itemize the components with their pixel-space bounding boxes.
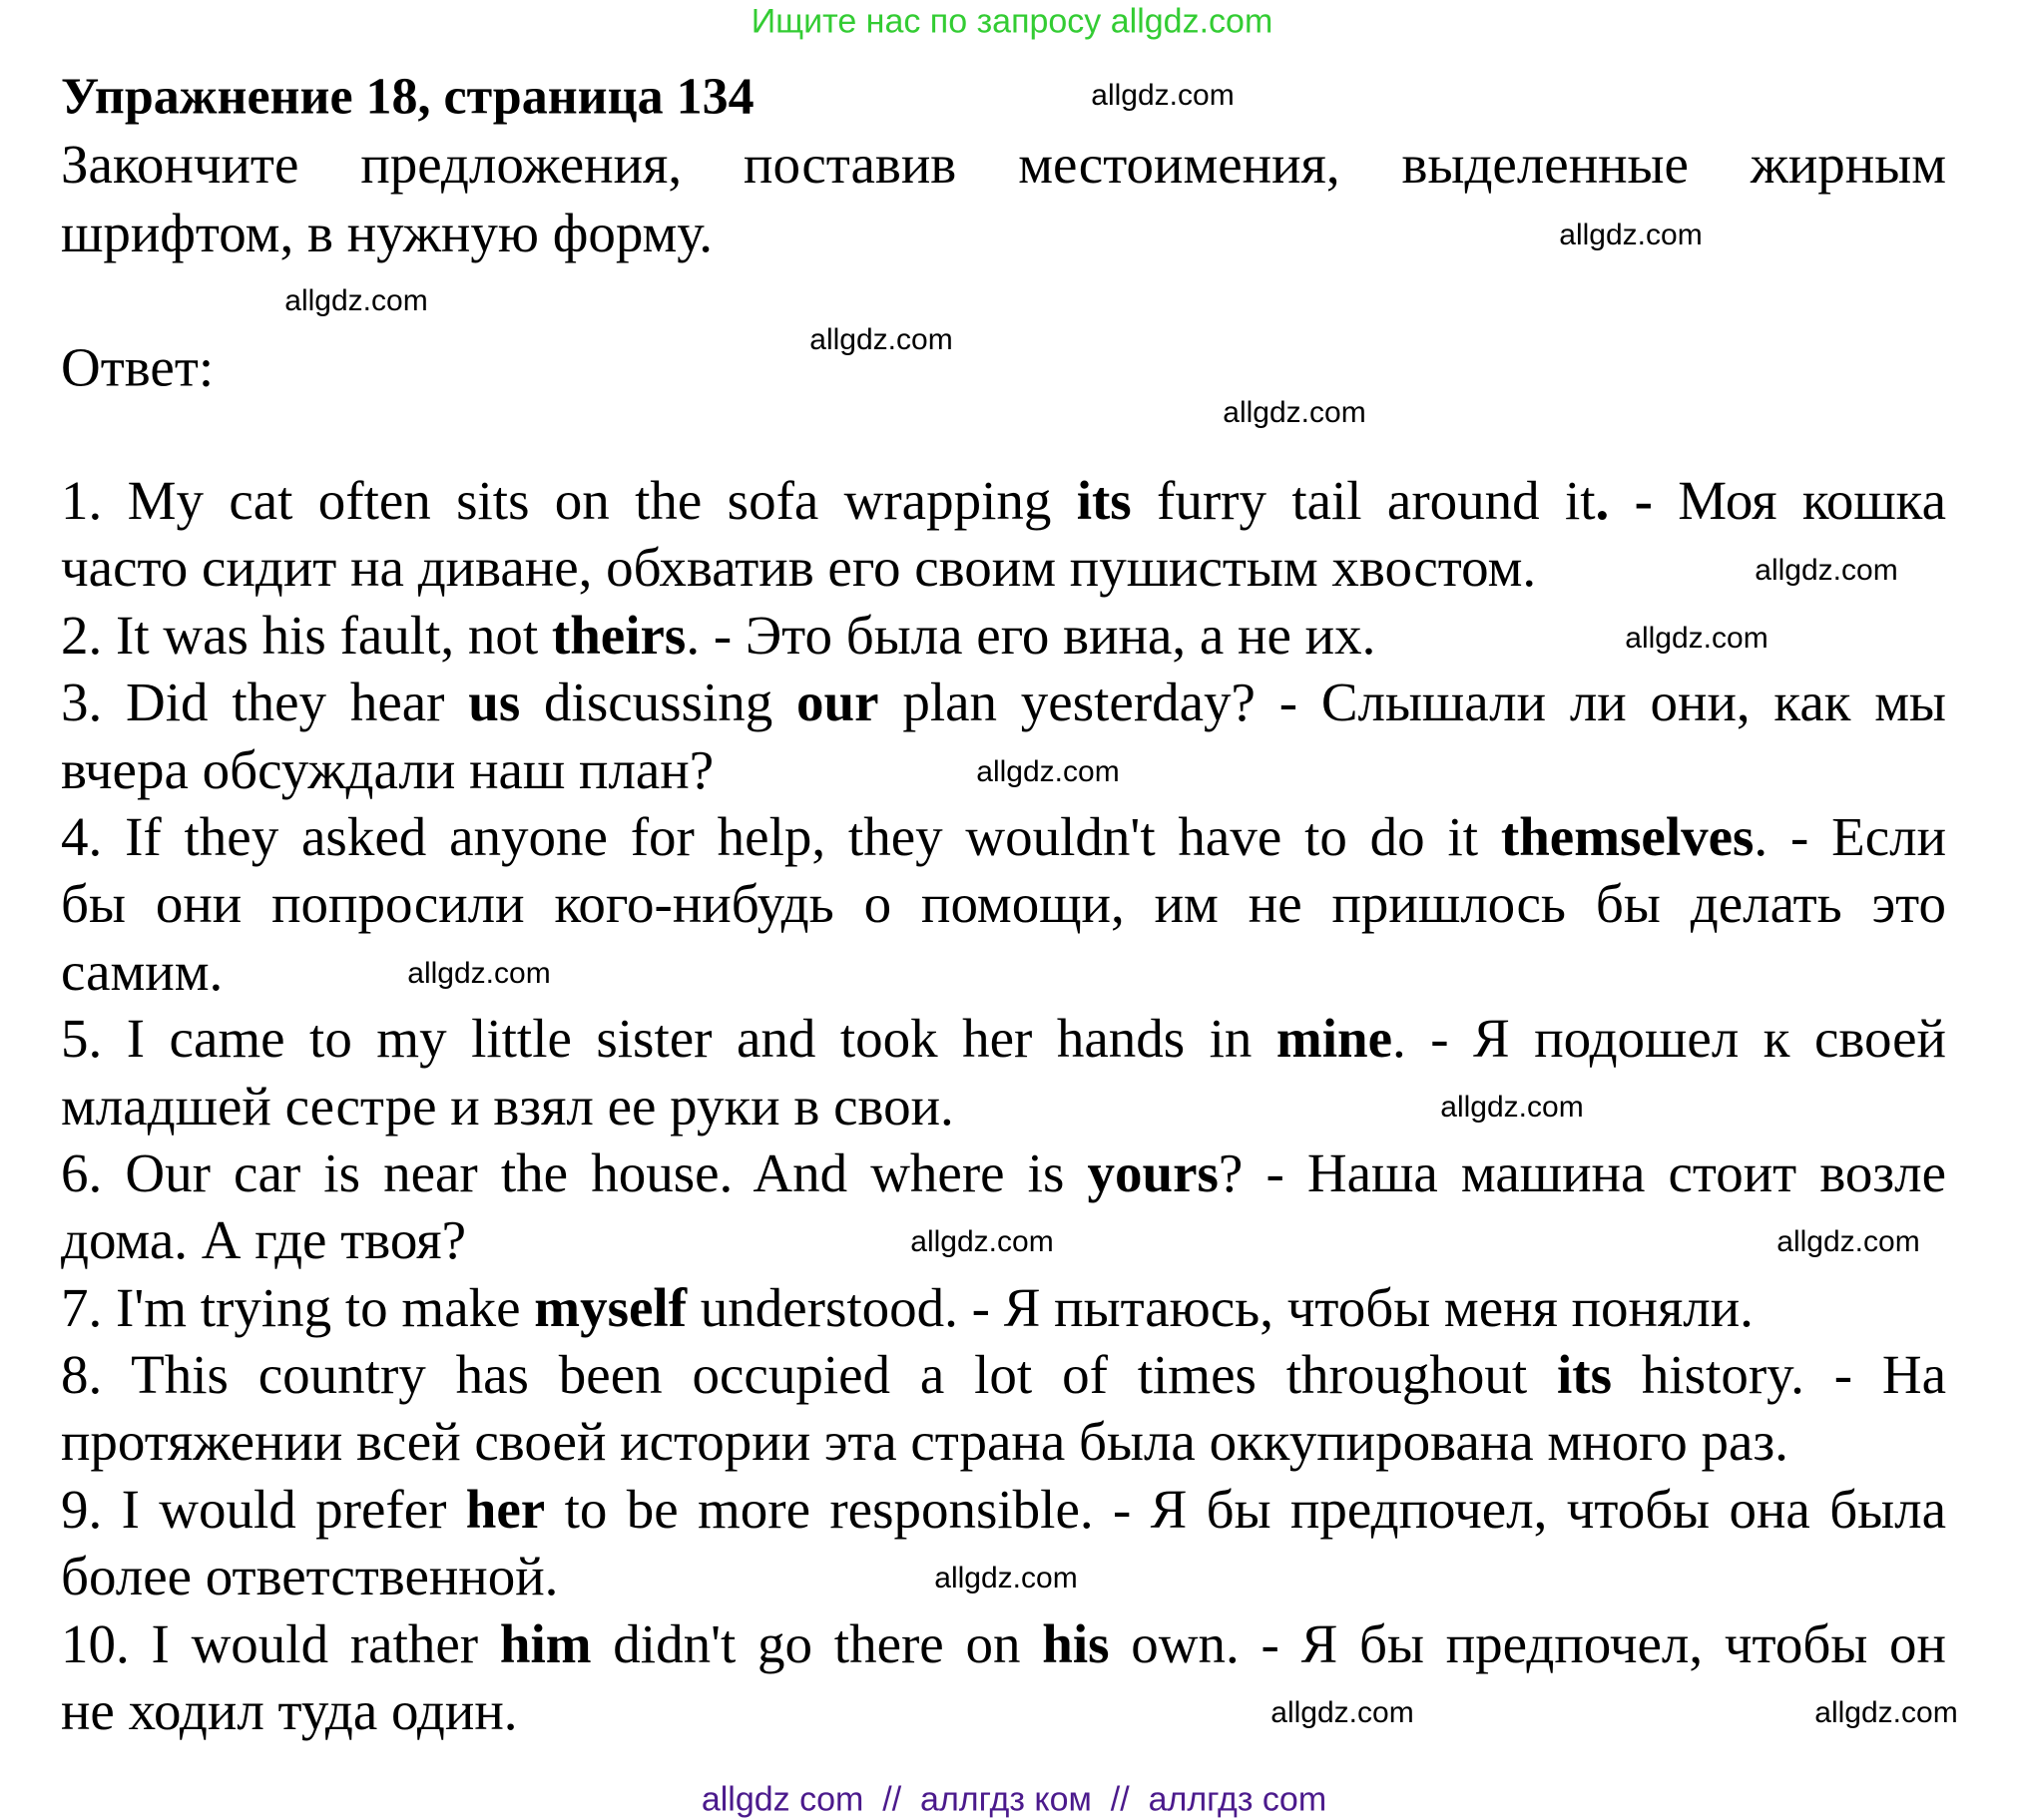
watermark: allgdz.com: [976, 755, 1120, 788]
watermark: allgdz.com: [1814, 1696, 1958, 1729]
answer-10-line: [61, 1677, 1946, 1744]
watermark: allgdz.com: [407, 957, 551, 990]
answer-text: 2. It was his fault, not: [61, 604, 552, 666]
bold-pronoun: its: [1076, 470, 1132, 531]
answer-text: 1. My cat often sits on the sofa wrapping: [61, 470, 1077, 531]
answer-text: часто сидит на диване, обхватив его своим пушистым хвостом.: [61, 537, 1537, 599]
answer-text: не ходил туда один.: [61, 1680, 518, 1742]
answer-text: дома. А где твоя?: [61, 1209, 467, 1271]
page-title: Упражнение 18, страница 134: [61, 68, 755, 126]
watermark: allgdz.com: [1559, 219, 1703, 251]
answer-text: discussing: [520, 672, 797, 733]
answer-1-line: [61, 534, 1946, 601]
answer-text: 8. This country has been occupied a lot of times throughout: [61, 1344, 1558, 1406]
bold-pronoun: him: [499, 1612, 592, 1674]
answer-text: 10. I would rather: [61, 1612, 500, 1674]
watermark: allgdz.com: [1270, 1696, 1414, 1729]
answer-text: . - Я подошел к своей: [1392, 1008, 1946, 1070]
answer-text: более ответственной.: [61, 1546, 559, 1607]
answer-6-line: [61, 1139, 1946, 1206]
watermark: allgdz.com: [1223, 396, 1366, 429]
bold-pronoun: his: [1042, 1612, 1110, 1674]
answer-text: ? - Наша машина стоит возле: [1218, 1141, 1946, 1203]
bold-pronoun: myself: [534, 1276, 688, 1338]
answer-4-line: [61, 938, 1946, 1005]
answer-text: 4. If they asked anyone for help, they wouldn't have to do it: [61, 805, 1501, 867]
watermark: allgdz.com: [934, 1562, 1078, 1594]
answer-5-line: [61, 1073, 1946, 1139]
bold-pronoun: theirs: [551, 604, 687, 666]
instruction-line: шрифтом, в нужную форму.: [61, 202, 714, 263]
search-banner: Ищите нас по запросу allgdz.com: [751, 2, 1273, 41]
answer-10-line: [61, 1610, 1946, 1677]
watermark: allgdz.com: [1776, 1225, 1920, 1258]
answer-text: own. - Я бы предпочел, чтобы он: [1109, 1612, 1946, 1674]
bold-pronoun: her: [465, 1478, 546, 1540]
watermark: allgdz.com: [1091, 79, 1235, 112]
answer-text: understood. - Я пытаюсь, чтобы меня поняли.: [687, 1276, 1754, 1338]
answer-text: 6. Our car is near the house. And where is: [61, 1141, 1088, 1203]
answer-label: Ответ:: [61, 336, 215, 398]
watermark: allgdz.com: [1440, 1091, 1584, 1124]
answer-4-line: [61, 870, 1946, 937]
bold-pronoun: themselves: [1500, 805, 1755, 867]
watermark: allgdz.com: [1755, 554, 1898, 587]
bold-pronoun: our: [796, 672, 879, 733]
answer-text: младшей сестре и взял ее руки в свои.: [61, 1075, 954, 1137]
answer-5-line: [61, 1005, 1946, 1072]
answer-text: . - Это была его вина, а не их.: [686, 604, 1376, 666]
bold-pronoun: mine: [1275, 1008, 1393, 1070]
bold-pronoun: . -: [1595, 470, 1653, 531]
bold-pronoun: yours: [1087, 1141, 1219, 1203]
bold-pronoun: us: [468, 672, 521, 733]
answer-text: plan yesterday? - Слышали ли они, как мы: [878, 672, 1947, 733]
answer-text: furry tail around it: [1131, 470, 1596, 531]
answer-8-line: [61, 1408, 1946, 1475]
watermark: allgdz.com: [910, 1225, 1054, 1258]
answer-text: . - Если: [1754, 805, 1947, 867]
instruction-line: Закончите предложения, поставив местоимения, выделенные жирным: [61, 134, 1946, 195]
answer-text: 5. I came to my little sister and took her hands in: [61, 1008, 1276, 1070]
answer-text: протяжении всей своей истории эта страна была оккупирована много раз.: [61, 1411, 1788, 1473]
answer-text: didn't go there on: [591, 1612, 1043, 1674]
bold-pronoun: its: [1557, 1344, 1613, 1406]
answer-text: 9. I would prefer: [61, 1478, 466, 1540]
answer-4-line: [61, 803, 1946, 870]
footer-links: allgdz com // аллгдз ком // аллгдз com: [701, 1780, 1327, 1819]
watermark: allgdz.com: [284, 284, 428, 317]
answer-text: to be more responsible. - Я бы предпочел, чтобы она была: [545, 1478, 1946, 1540]
answers-list: [61, 467, 1946, 1744]
answer-3-line: [61, 669, 1946, 735]
answer-text: history. - На: [1612, 1344, 1947, 1406]
answer-7-line: [61, 1274, 1946, 1341]
watermark: allgdz.com: [1625, 622, 1768, 655]
watermark: allgdz.com: [809, 323, 953, 356]
answer-text: 7. I'm trying to make: [61, 1276, 535, 1338]
answer-1-line: [61, 467, 1946, 534]
answer-text: вчера обсуждали наш план?: [61, 738, 715, 800]
answer-text: самим.: [61, 940, 224, 1002]
answer-8-line: [61, 1341, 1946, 1408]
answer-text: 3. Did they hear: [61, 672, 469, 733]
answer-text: Моя кошка: [1652, 470, 1946, 531]
answer-9-line: [61, 1476, 1946, 1543]
answer-text: бы они попросили кого-нибудь о помощи, им не пришлось бы делать это: [61, 873, 1946, 935]
